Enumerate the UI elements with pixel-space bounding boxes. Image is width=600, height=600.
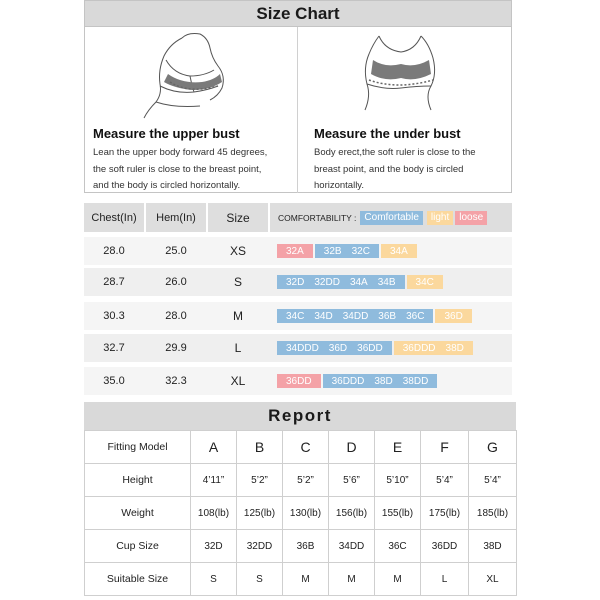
report-model: D [329, 431, 375, 464]
cup-size-label: 32A [286, 245, 304, 257]
header-hem: Hem(In) [146, 203, 206, 232]
cup-segment-blue [277, 275, 405, 289]
under-bust-line: Body erect,the soft ruler is close to the [314, 147, 476, 158]
cup-size-label: 34D [314, 310, 333, 322]
size-row-chest: 35.0 [103, 375, 125, 387]
report-cell-weight: 155(lb) [375, 497, 421, 530]
size-row-chest: 28.7 [103, 276, 125, 288]
size-row-hem: 32.3 [165, 375, 187, 387]
measure-divider [297, 27, 298, 193]
size-row-chest: 30.3 [103, 310, 125, 322]
size-row-size: XL [230, 374, 246, 388]
report-cell-height: 5’6” [329, 464, 375, 497]
report-cell-size: L [421, 563, 469, 596]
report-row-label: Weight [85, 497, 191, 530]
size-row-size: L [234, 341, 242, 355]
report-model: B [237, 431, 283, 464]
cup-segment-pink [277, 374, 321, 388]
report-cell-cup: 32DD [237, 530, 283, 563]
cup-size-label: 32D [286, 276, 305, 288]
upper-bust-line: and the body is circled horizontally. [93, 180, 241, 191]
report-cell-cup: 36B [283, 530, 329, 563]
size-chart-title: Size Chart [84, 0, 512, 27]
report-row-label: Height [85, 464, 191, 497]
report-model: A [191, 431, 237, 464]
report-row [85, 464, 517, 497]
size-row-chest: 32.7 [103, 342, 125, 354]
cup-size-label: 34C [286, 310, 305, 322]
header-size: Size [208, 203, 268, 232]
cup-size-label: 36DD [357, 342, 383, 354]
comfortability-header [270, 203, 512, 232]
upper-bust-description [93, 145, 293, 195]
cup-size-label: 38DD [402, 375, 429, 387]
report-row-label: Fitting Model [85, 431, 191, 464]
cup-segment-pink [277, 244, 313, 258]
report-row-label: Suitable Size [85, 563, 191, 596]
report-cell-size: S [237, 563, 283, 596]
report-cell-cup: 36C [375, 530, 421, 563]
cup-size-label: 34DD [342, 310, 369, 322]
upper-bust-line: the soft ruler is close to the breast point, [93, 163, 262, 175]
report-table [84, 430, 517, 596]
under-bust-title: Measure the under bust [314, 126, 461, 141]
report-cell-weight: 156(lb) [329, 497, 375, 530]
under-bust-description [314, 145, 509, 195]
cup-size-label: 34A [349, 276, 368, 288]
report-row [85, 563, 517, 596]
cup-size-label: 36C [406, 310, 425, 322]
report-row [85, 530, 517, 563]
legend-loose: loose [455, 211, 487, 225]
cup-size-label: 32DD [314, 276, 340, 288]
cup-segment-blue [277, 309, 433, 323]
size-row-hem: 25.0 [165, 245, 187, 257]
cup-segment-blue [323, 374, 438, 388]
report-row-label: Cup Size [85, 530, 191, 563]
report-cell-size: M [375, 563, 421, 596]
cup-size-label: 32B [323, 245, 342, 257]
report-cell-height: 4’11” [191, 464, 237, 497]
upper-bust-illustration [130, 30, 260, 120]
size-row-hem: 28.0 [165, 310, 187, 322]
cup-size-label: 34C [415, 276, 434, 288]
cup-size-label: 36DDD [331, 375, 365, 387]
report-cell-height: 5’2” [237, 464, 283, 497]
report-title: Report [84, 402, 516, 430]
report-cell-size: S [191, 563, 237, 596]
report-row [85, 497, 517, 530]
report-model: G [469, 431, 517, 464]
cup-size-label: 36D [328, 342, 348, 354]
report-cell-cup: 38D [469, 530, 517, 563]
cup-size-label: 34DDD [286, 342, 319, 354]
size-row-size: XS [229, 244, 246, 258]
header-chest: Chest(In) [84, 203, 144, 232]
report-cell-size: XL [469, 563, 517, 596]
report-cell-cup: 32D [191, 530, 237, 563]
cup-size-label: 36DD [286, 375, 312, 387]
report-row [85, 431, 517, 464]
under-bust-illustration [345, 30, 465, 120]
upper-bust-title: Measure the upper bust [93, 126, 240, 141]
cup-segment-yellow [435, 309, 471, 323]
report-cell-weight: 125(lb) [237, 497, 283, 530]
report-cell-cup: 34DD [329, 530, 375, 563]
cup-size-label: 36D [444, 310, 463, 322]
upper-bust-line: Lean the upper body forward 45 degrees, [93, 147, 268, 158]
cup-size-label: 38D [374, 375, 393, 387]
cup-size-label: 36DDD [402, 342, 436, 354]
report-cell-weight: 185(lb) [469, 497, 517, 530]
report-cell-height: 5’4” [421, 464, 469, 497]
cup-size-label: 36B [378, 310, 397, 322]
cup-size-row [277, 275, 443, 289]
size-row-hem: 26.0 [165, 276, 187, 288]
report-cell-height: 5’4” [469, 464, 517, 497]
report-cell-weight: 130(lb) [283, 497, 329, 530]
report-cell-height: 5’10” [375, 464, 421, 497]
under-bust-line: breast point, and the body is circled [314, 163, 464, 175]
cup-segment-blue [315, 244, 379, 258]
cup-segment-yellow [407, 275, 443, 289]
cup-segment-yellow [381, 244, 417, 258]
cup-size-label: 38D [445, 342, 464, 354]
report-cell-size: M [329, 563, 375, 596]
cup-segment-yellow [394, 341, 473, 355]
report-cell-weight: 175(lb) [421, 497, 469, 530]
report-model: E [375, 431, 421, 464]
report-model: F [421, 431, 469, 464]
cup-size-row [277, 374, 437, 388]
report-cell-size: M [283, 563, 329, 596]
report-cell-cup: 36DD [421, 530, 469, 563]
legend-light: light [427, 211, 453, 225]
report-model: C [283, 431, 329, 464]
size-row-chest: 28.0 [103, 245, 125, 257]
size-row-hem: 29.9 [165, 342, 187, 354]
cup-size-row [277, 341, 473, 355]
cup-size-label: 32C [351, 245, 370, 257]
cup-size-label: 34B [377, 276, 396, 288]
report-cell-weight: 108(lb) [191, 497, 237, 530]
cup-size-row [277, 244, 417, 258]
size-row-size: S [233, 275, 242, 289]
under-bust-line: horizontally. [314, 180, 364, 191]
comfortability-label: COMFORTABILITY : [278, 212, 357, 223]
cup-size-row [277, 309, 472, 323]
size-row-size: M [233, 309, 243, 323]
legend-comfortable: Comfortable [360, 211, 422, 225]
cup-segment-blue [277, 341, 392, 355]
cup-size-label: 34A [389, 245, 408, 257]
report-cell-height: 5’2” [283, 464, 329, 497]
